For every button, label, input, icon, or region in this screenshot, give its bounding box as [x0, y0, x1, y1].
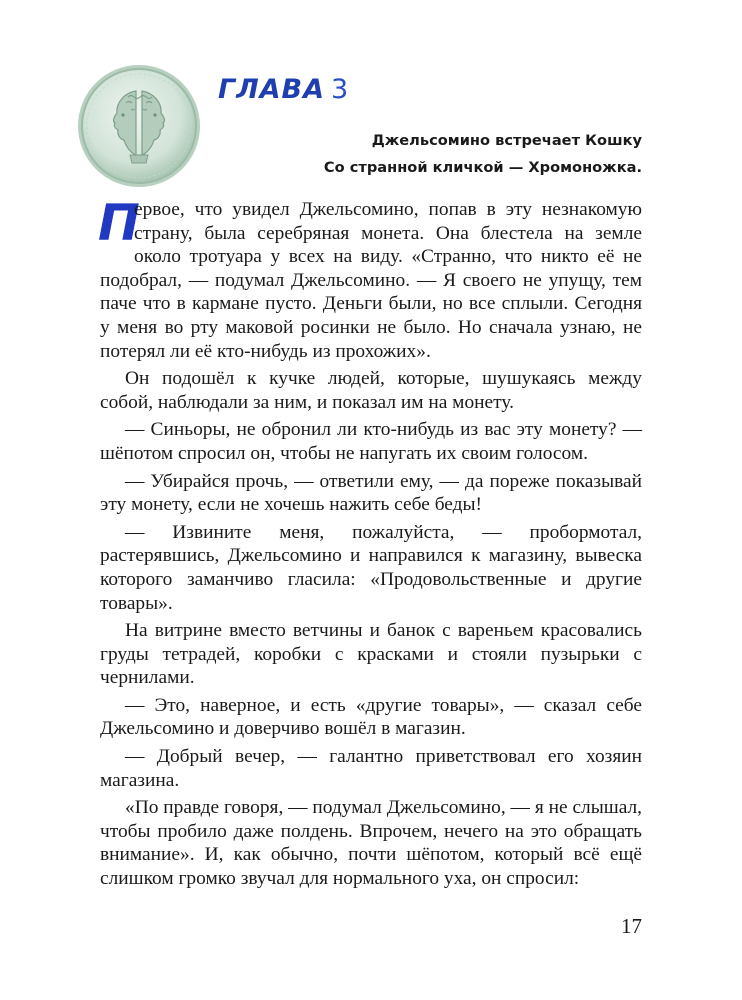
paragraph-text: ервое, что увидел Джельсомино, попав в эту незнакомую страну, была серебряная монета. Она блестела на земле около тротуара у всех на виду. «Странно, что никто её не подобрал, — подумал Джельсомино. — Я своего не упущу, тем паче что в кармане пусто. Деньги были, но все сплыли. Сегодня у меня во рту маковой росинки не было. Но сначала узнаю, не потерял ли её кто-нибудь из прохожих». [100, 199, 642, 362]
chapter-body [98, 194, 642, 895]
paragraph-7: — Это, наверное, и есть «другие товары», — сказал себе Джельсомино и доверчиво вошёл в магазин. [100, 694, 642, 740]
chapter-number: 3 [331, 74, 350, 105]
page-number: 17 [621, 914, 642, 938]
chapter-heading [218, 76, 349, 103]
paragraph-5: — Извините меня, пожалуйста, — пробормотал, растерявшись, Джельсомино и направился к магазину, вывеска которого заманчиво гласила: «Продовольственные и другие товары». [100, 521, 642, 614]
paragraph-6: На витрине вместо ветчины и банок с вареньем красовались груды тетрадей, коробки с красками и стояли пузырьки с чернилами. [100, 620, 642, 689]
drop-cap: П [98, 194, 140, 252]
chapter-epigraph [324, 127, 642, 181]
epigraph-line-2: Со странной кличкой — Хромоножка. [323, 159, 642, 176]
paragraph-4: — Убирайся прочь, — ответили ему, — да пореже показывай эту монету, если не хочешь нажить себе беды! [100, 470, 642, 516]
two-faced-coin-icon [76, 63, 202, 189]
paragraph-8: — Добрый вечер, — галантно приветствовал его хозяин магазина. [100, 746, 642, 791]
paragraph-1 [98, 194, 642, 363]
paragraph-3: — Синьоры, не обронил ли кто-нибудь из вас эту монету? — шёпотом спросил он, чтобы не напугать их своим голосом. [100, 419, 642, 464]
epigraph-line-1: Джельсомино встречает Кошку [371, 132, 642, 149]
paragraph-2: Он подошёл к кучке людей, которые, шушукаясь между собой, наблюдали за ним, и показал им на монету. [100, 368, 642, 413]
chapter-label: ГЛАВА [218, 74, 326, 105]
paragraph-9: «По правде говоря, — подумал Джельсомино, — я не слышал, чтобы пробило даже полдень. Впрочем, нечего на это обращать внимание». И, как обычно, почти шёпотом, который всё ещё слишком громко звучал для нормального уха, он спросил: [100, 797, 642, 890]
